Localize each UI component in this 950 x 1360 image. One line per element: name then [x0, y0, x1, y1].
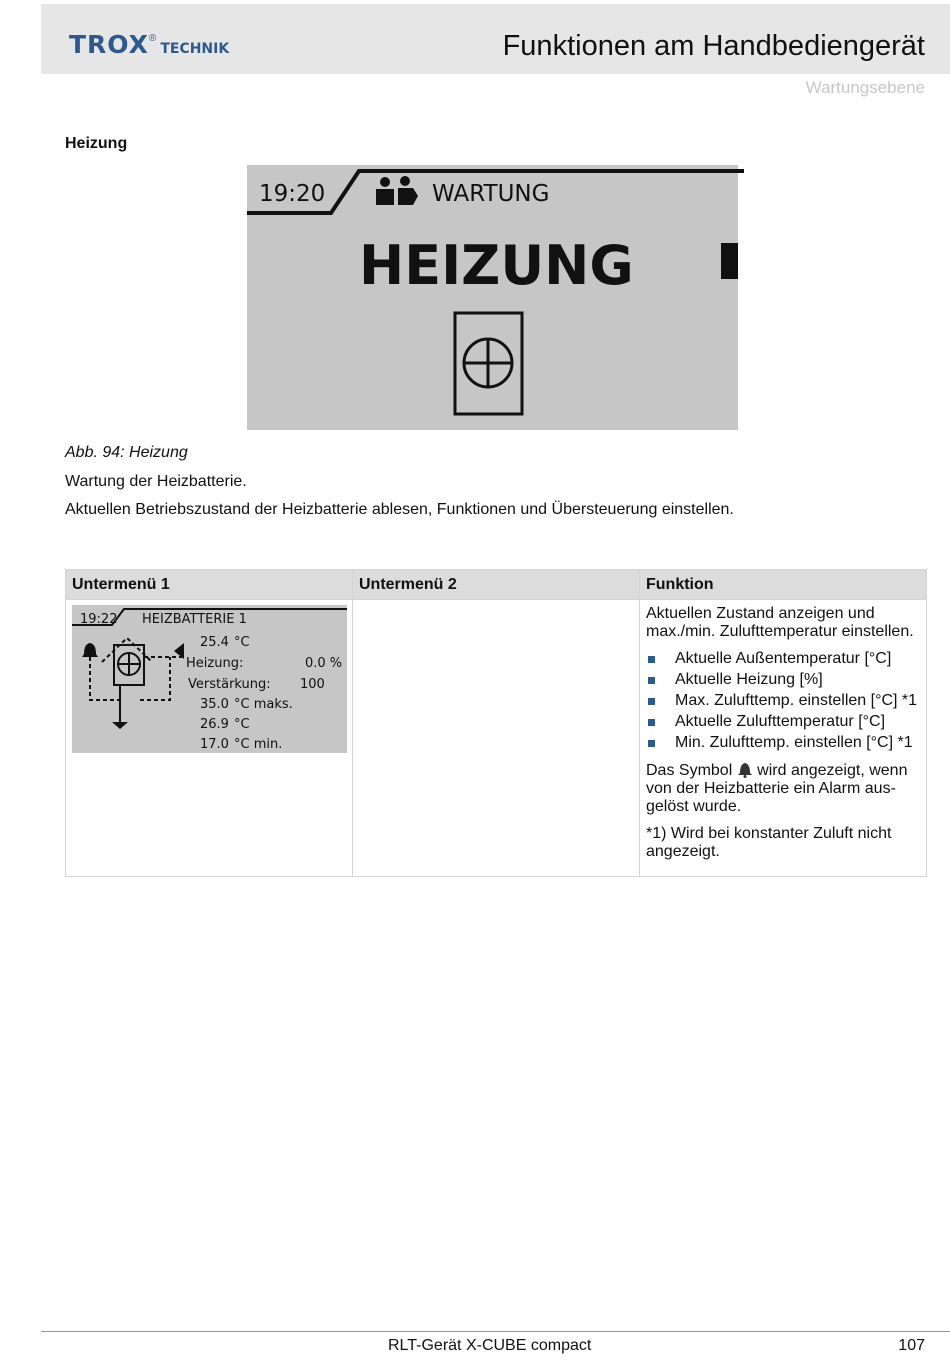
screen-time: 19:20: [259, 181, 326, 207]
min-temp-value: 17.0: [200, 737, 229, 752]
alarm-bell-icon: [737, 761, 753, 778]
screen-right-edge: [738, 165, 744, 430]
footer-divider: [41, 1331, 950, 1332]
verstaerkung-value: 100: [300, 677, 325, 692]
verstaerkung-label: Verstärkung:: [188, 677, 271, 692]
footer-document-title: RLT-Gerät X-CUBE compact: [388, 1337, 592, 1354]
submenu-screen-time: 19:22: [80, 612, 118, 627]
intro-line-1: Wartung der Heizbatterie.: [65, 473, 247, 490]
outside-temp-value: 25.4: [200, 635, 229, 650]
alarm-symbol-note: [646, 761, 920, 816]
heizbatterie-screen: [72, 605, 347, 753]
list-item: Aktuelle Außentemperatur [°C]: [646, 650, 920, 668]
heizung-value: 0.0 %: [305, 656, 343, 671]
max-temp-unit: °C maks.: [234, 697, 293, 712]
function-intro: Aktuellen Zustand anzeigen und max./min. Zulufttemperatur einstellen.: [646, 605, 914, 640]
list-item: Max. Zulufttemp. einstellen [°C] *1: [646, 692, 920, 710]
heating-coil-icon: [464, 339, 512, 387]
screen-scroll-indicator: [721, 243, 738, 279]
page-number: 107: [898, 1337, 925, 1354]
figure-caption: Abb. 94: Heizung: [65, 444, 188, 461]
submenu-heating-coil-icon: [118, 653, 140, 675]
page-title: Funktionen am Handbediengerät: [502, 30, 925, 62]
list-item: Aktuelle Zulufttemperatur [°C]: [646, 713, 920, 731]
function-list: [646, 650, 920, 752]
submenu-2-cell: [353, 600, 640, 877]
menu-table: [65, 569, 927, 877]
list-item: Min. Zulufttemp. einstellen [°C] *1: [646, 734, 920, 752]
device-screen-figure: [247, 165, 744, 430]
function-cell: [640, 600, 927, 877]
symbol-text-before: Das Symbol: [646, 762, 733, 779]
symbol-text-after: wird angezeigt, wenn von der Heizbatterie ein Alarm ausgelöst wurde.: [646, 762, 908, 815]
logo-brand: TROX: [69, 30, 149, 59]
submenu-screen-title: HEIZBATTERIE 1: [142, 612, 247, 627]
intro-line-2: Aktuellen Betriebszustand der Heizbatterie ablesen, Funktionen und Übersteuerung einstellen.: [65, 501, 734, 518]
logo-registered-mark: ®: [148, 33, 157, 44]
trox-logo: [69, 30, 229, 59]
heizung-label: Heizung:: [186, 656, 244, 671]
supply-temp-unit: °C: [234, 717, 250, 732]
min-temp-unit: °C min.: [234, 737, 283, 752]
screen-mode: WARTUNG: [432, 181, 550, 207]
column-header-submenu-2: Untermenü 2: [353, 570, 640, 600]
section-heading: Heizung: [65, 135, 128, 152]
outside-temp-unit: °C: [234, 635, 250, 650]
column-header-function: Funktion: [640, 570, 927, 600]
column-header-submenu-1: Untermenü 1: [66, 570, 353, 600]
supply-temp-value: 26.9: [200, 717, 229, 732]
screen-heading: HEIZUNG: [359, 234, 634, 297]
footnote: *1) Wird bei konstanter Zuluft nicht angezeigt.: [646, 825, 892, 860]
list-item: Aktuelle Heizung [%]: [646, 671, 920, 689]
page-header: [41, 4, 950, 74]
table-row: [66, 600, 927, 877]
page-subtitle: Wartungsebene: [805, 78, 925, 97]
table-header-row: [66, 570, 927, 600]
logo-suffix: TECHNIK: [160, 41, 230, 57]
max-temp-value: 35.0: [200, 697, 229, 712]
submenu-1-cell: [66, 600, 353, 877]
